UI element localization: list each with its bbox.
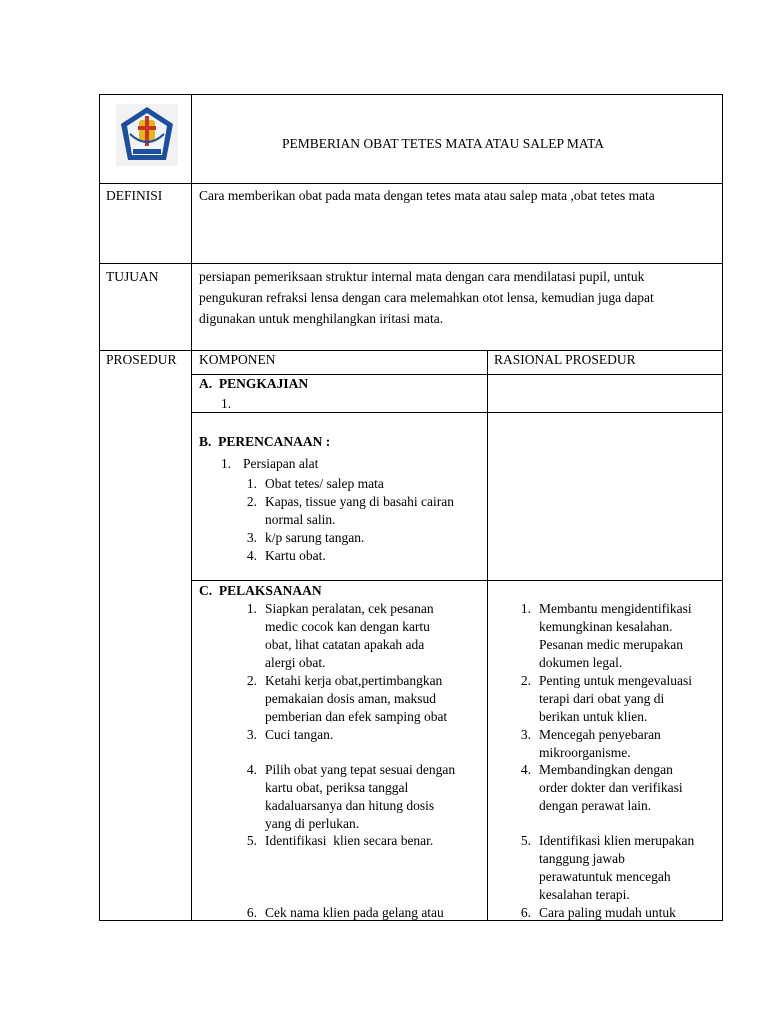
rationale-text: Pesanan medic merupakan	[539, 637, 683, 652]
rationale-text: tanggung jawab	[539, 851, 625, 866]
pengkajian-heading: A. PENGKAJIAN	[199, 376, 309, 391]
rationale-text: Membandingkan dengan	[539, 762, 673, 777]
alat-item-number: 4.	[246, 548, 257, 563]
rationale-text: Mencegah penyebaran	[539, 727, 661, 742]
step-number: 1.	[246, 601, 257, 616]
step-text: Identifikasi klien secara benar.	[265, 833, 434, 848]
rationale-number: 5.	[520, 833, 531, 848]
page-title: PEMBERIAN OBAT TETES MATA ATAU SALEP MATA	[282, 136, 605, 151]
step-text: kartu obat, periksa tanggal	[265, 780, 409, 795]
alat-item-text: Obat tetes/ salep mata	[265, 476, 384, 491]
step-number: 4.	[246, 762, 257, 777]
step-text: Siapkan peralatan, cek pesanan	[265, 601, 434, 616]
alat-item-number: 3.	[246, 530, 257, 545]
step-text: obat, lihat catatan apakah ada	[265, 637, 425, 652]
alat-item-text: Kartu obat.	[265, 548, 326, 563]
rationale-text: perawatuntuk mencegah	[539, 869, 671, 884]
alat-item-text: Kapas, tissue yang di basahi cairan	[265, 494, 454, 509]
step-text: yang di perlukan.	[265, 816, 360, 831]
rationale-text: kemungkinan kesalahan.	[539, 619, 673, 634]
alat-item-number: 1.	[246, 476, 257, 491]
alat-item-text: normal salin.	[265, 512, 336, 527]
rationale-number: 1.	[520, 601, 531, 616]
institution-logo	[116, 104, 178, 166]
rationale-text: Membantu mengidentifikasi	[539, 601, 692, 616]
step-text: medic cocok kan dengan kartu	[265, 619, 430, 634]
tujuan-line: pengukuran refraksi lensa dengan cara melemahkan otot lensa, kemudian juga dapat	[199, 290, 654, 305]
alat-item-text: k/p sarung tangan.	[265, 530, 365, 545]
perencanaan-sub-number: 1.	[221, 456, 232, 471]
prosedur-label-cell	[99, 350, 192, 921]
rationale-number: 3.	[520, 727, 531, 742]
rationale-number: 2.	[520, 673, 531, 688]
pengkajian-rasional-cell	[487, 374, 723, 413]
rationale-text: dokumen legal.	[539, 655, 623, 670]
perencanaan-sub-label: Persiapan alat	[243, 456, 319, 471]
step-text: pemberian dan efek samping obat	[265, 709, 448, 724]
tujuan-line: digunakan untuk menghilangkan iritasi mata.	[199, 311, 444, 326]
rationale-text: mikroorganisme.	[539, 745, 631, 760]
rationale-number: 6.	[520, 905, 531, 920]
step-number: 6.	[246, 905, 257, 920]
rationale-text: Identifikasi klien merupakan	[539, 833, 695, 848]
rationale-text: order dokter dan verifikasi	[539, 780, 683, 795]
step-text: Cuci tangan.	[265, 727, 334, 742]
rationale-text: kesalahan terapi.	[539, 887, 630, 902]
tujuan-line: persiapan pemeriksaan struktur internal mata dengan cara mendilatasi pupil, untuk	[199, 269, 645, 284]
rationale-text: terapi dari obat yang di	[539, 691, 665, 706]
perencanaan-rasional-cell	[487, 412, 723, 581]
perencanaan-heading: B. PERENCANAAN :	[199, 434, 331, 449]
rationale-number: 4.	[520, 762, 531, 777]
rationale-text: dengan perawat lain.	[539, 798, 652, 813]
rationale-text: berikan untuk klien.	[539, 709, 648, 724]
step-text: pemakaian dosis aman, maksud	[265, 691, 436, 706]
logo-emblem-icon	[116, 104, 178, 166]
step-text: kadaluarsanya dan hitung dosis	[265, 798, 435, 813]
definisi-label: DEFINISI	[106, 188, 163, 203]
alat-item-number: 2.	[246, 494, 257, 509]
definisi-text: Cara memberikan obat pada mata dengan tetes mata atau salep mata ,obat tetes mata	[199, 188, 655, 203]
step-number: 5.	[246, 833, 257, 848]
rationale-text: Penting untuk mengevaluasi	[539, 673, 692, 688]
step-text: Pilih obat yang tepat sesuai dengan	[265, 762, 456, 777]
komponen-header: KOMPONEN	[199, 352, 276, 367]
step-text: alergi obat.	[265, 655, 326, 670]
tujuan-label: TUJUAN	[106, 269, 159, 284]
prosedur-label: PROSEDUR	[106, 352, 177, 367]
step-text: Ketahi kerja obat,pertimbangkan	[265, 673, 443, 688]
rationale-text: Cara paling mudah untuk	[539, 905, 676, 920]
step-number: 2.	[246, 673, 257, 688]
pengkajian-item-number: 1.	[221, 396, 232, 411]
pelaksanaan-heading: C. PELAKSANAAN	[199, 583, 322, 598]
step-number: 3.	[246, 727, 257, 742]
rasional-header: RASIONAL PROSEDUR	[494, 352, 636, 367]
step-text: Cek nama klien pada gelang atau	[265, 905, 444, 920]
